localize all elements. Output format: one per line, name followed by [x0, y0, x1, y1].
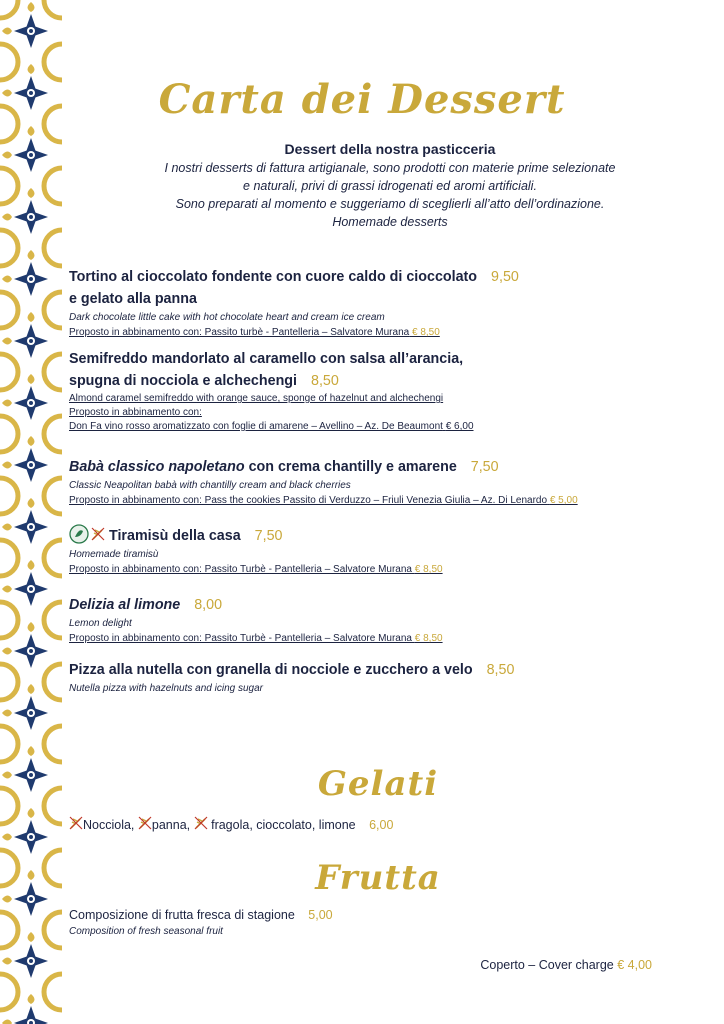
gluten-free-icon [194, 816, 208, 830]
item-name: Semifreddo mandorlato al caramello con salsa all’arancia, [69, 351, 464, 367]
dessert-item-baba [69, 456, 689, 509]
frutta-english: Composition of fresh seasonal fruit [69, 926, 223, 937]
pairing-price: € 8,50 [411, 327, 440, 338]
intro-line: Homemade desserts [332, 215, 448, 229]
item-name: Tortino al cioccolato fondente con cuore caldo di cioccolato [69, 269, 478, 285]
gelati-title: Gelati [317, 764, 439, 804]
pairing-price: € 8,50 [414, 633, 443, 644]
gelati-price: 6,00 [369, 818, 394, 832]
item-name-cont: spugna di nocciola e alchechengi [69, 373, 298, 389]
item-price: 7,50 [254, 528, 283, 544]
item-english: Homemade tiramisù [69, 549, 159, 560]
item-price: 9,50 [491, 269, 519, 285]
gelato-flavor: Nocciola, [83, 818, 135, 832]
item-pairing: Proposto in abbinamento con: Passito turbè - Pantelleria – Salvatore Murana € 8,50 [69, 327, 440, 338]
gluten-free-icon [69, 816, 83, 830]
item-name-italic: Babà classico napoletano [69, 459, 245, 475]
item-pairing: Proposto in abbinamento con: Passito Turbè - Pantelleria – Salvatore Murana € 8,50 [69, 633, 443, 644]
item-price: 8,50 [486, 662, 515, 678]
cover-charge [480, 958, 652, 972]
cover-price: € 4,00 [617, 958, 652, 972]
pairing-label: Proposto in abbinamento con: [69, 407, 202, 418]
frutta-title: Frutta [315, 858, 441, 898]
item-price: 8,50 [311, 373, 339, 389]
intro-line: Sono preparati al momento e suggeriamo di sceglierli all’atto dell’ordinazione. [175, 197, 605, 211]
frutta-price: 5,00 [308, 908, 333, 922]
dessert-item-pizza-nutella [69, 659, 689, 696]
intro-line: I nostri desserts di fattura artigianale, sono prodotti con materie prime selezionate [164, 161, 616, 175]
cover-label: Coperto – Cover charge [480, 958, 614, 972]
dessert-item-delizia [69, 594, 689, 647]
frutta-item [69, 906, 689, 939]
intro-heading: Dessert della nostra pasticceria [284, 141, 496, 157]
item-price: 7,50 [470, 459, 499, 475]
item-english: Almond caramel semifreddo with orange sauce, sponge of hazelnut and alchechengi [69, 393, 444, 404]
intro-line: e naturali, privi di grassi idrogenati ed aromi artificiali. [243, 179, 537, 193]
gelati-line [69, 816, 689, 832]
item-pairing: Don Fa vino rosso aromatizzato con foglie di amarene – Avellino – Az. De Beaumont € 6,00 [69, 421, 474, 432]
item-name: Delizia al limone [69, 597, 181, 613]
dessert-item-semifreddo [69, 348, 689, 434]
menu-title: Carta dei Dessert [158, 76, 566, 123]
item-english: Lemon delight [69, 618, 132, 629]
item-english: Nutella pizza with hazelnuts and icing sugar [69, 683, 263, 694]
item-english: Dark chocolate little cake with hot chocolate heart and cream ice cream [69, 312, 385, 323]
intro-section [130, 140, 650, 231]
item-name-cont: e gelato alla panna [69, 291, 197, 307]
item-name: Tiramisù della casa [108, 528, 241, 544]
gluten-free-icon [91, 527, 105, 541]
item-pairing: Proposto in abbinamento con: Pass the cookies Passito di Verduzzo – Friuli Venezia Giulia – Az. Di Lenardo € 5,00 [69, 495, 578, 506]
item-name: con crema chantilly e amarene [244, 459, 457, 475]
item-name: Pizza alla nutella con granella di nocciole e zucchero a velo [69, 662, 473, 678]
gelato-flavor: panna, [151, 818, 191, 832]
gluten-free-icon [138, 816, 152, 830]
dessert-item-tortino [69, 266, 689, 341]
frutta-name: Composizione di frutta fresca di stagione [69, 908, 295, 922]
item-price: 8,00 [194, 597, 223, 613]
pairing-price: € 8,50 [414, 564, 443, 575]
pairing-price: € 5,00 [549, 495, 578, 506]
item-english: Classic Neapolitan babà with chantilly cream and black cherries [69, 480, 351, 491]
dessert-item-tiramisu [69, 524, 689, 578]
eco-label-icon [69, 524, 89, 544]
gelato-flavors: fragola, cioccolato, limone [207, 818, 356, 832]
pairing-price: € 6,00 [445, 421, 474, 432]
item-pairing: Proposto in abbinamento con: Passito Turbè - Pantelleria – Salvatore Murana € 8,50 [69, 564, 443, 575]
